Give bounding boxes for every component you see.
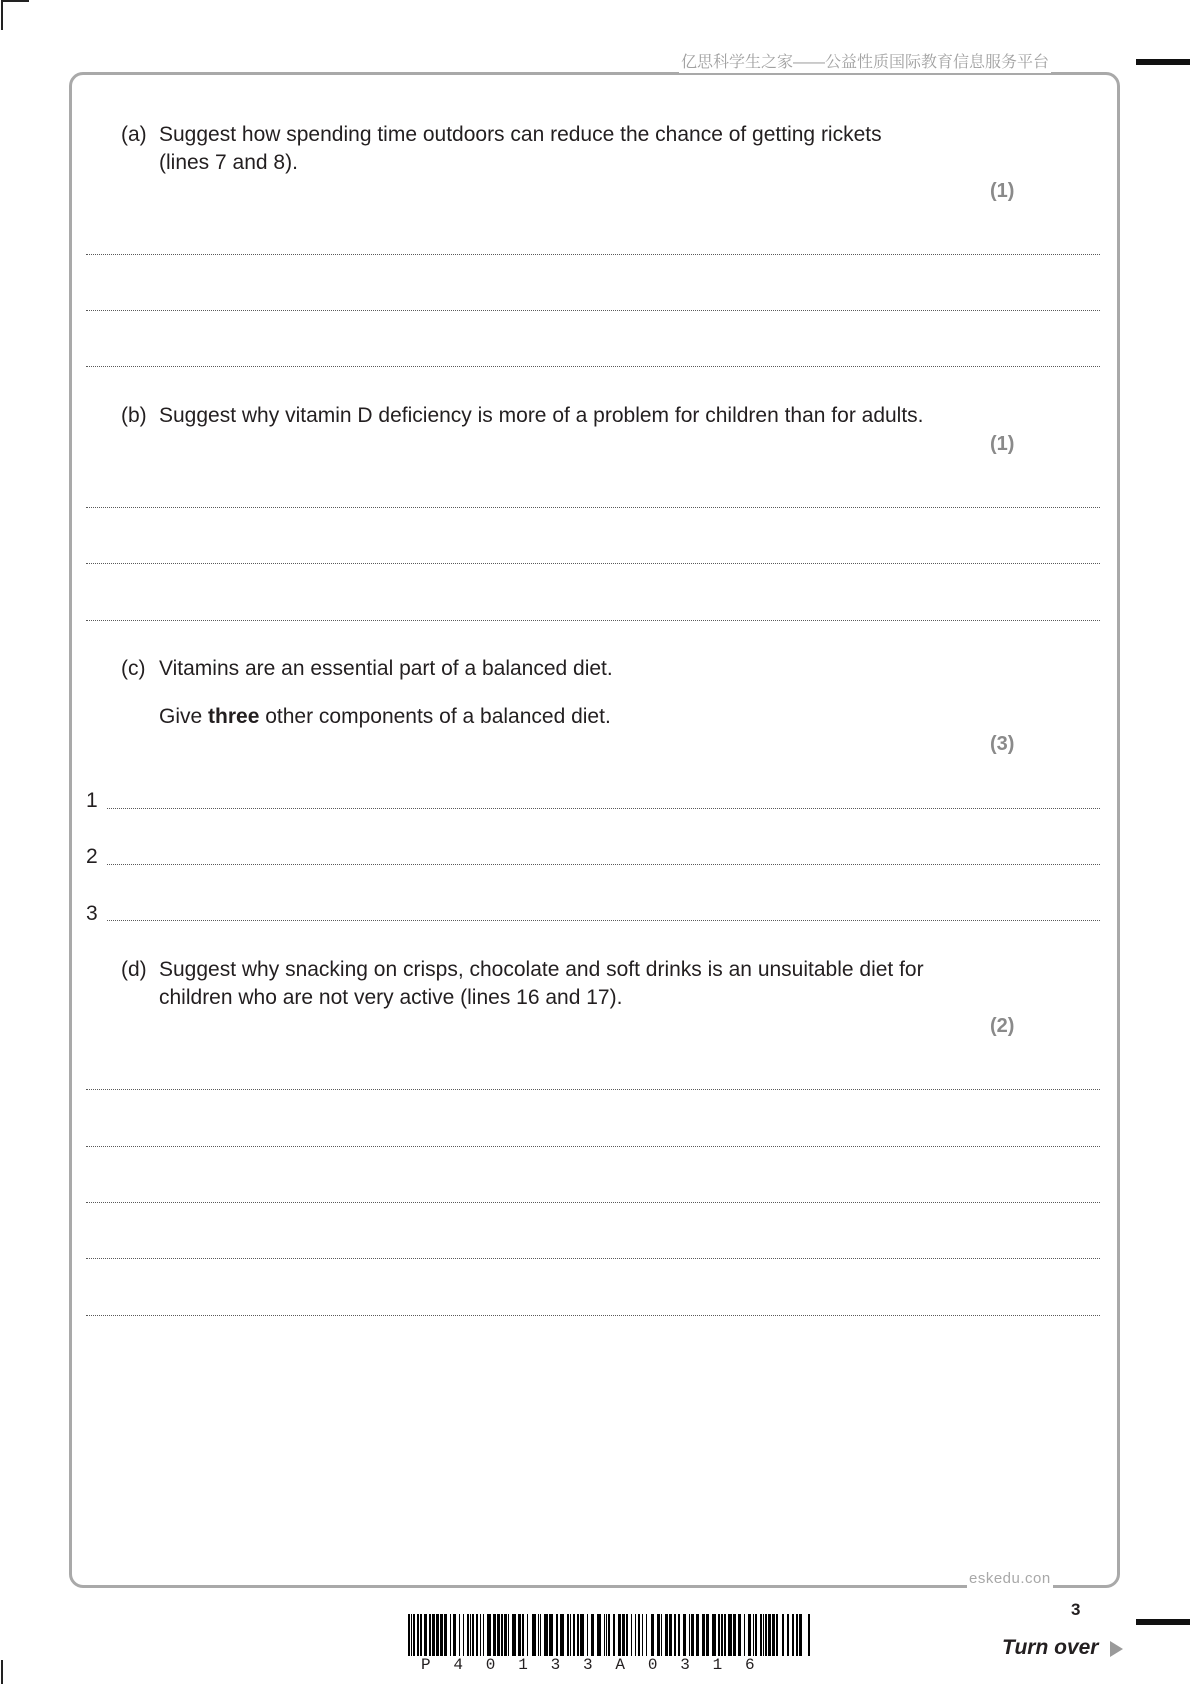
barcode-bar <box>420 1614 422 1656</box>
question-a-line2: (lines 7 and 8). <box>159 151 298 174</box>
barcode-bar <box>577 1614 579 1656</box>
barcode-bar <box>657 1614 660 1656</box>
question-a-line1: Suggest how spending time outdoors can reduce the chance of getting rickets <box>159 123 882 146</box>
top-left-corner-mark-horizontal <box>1 0 29 2</box>
answer-line <box>86 563 1100 564</box>
answer-line <box>86 1315 1100 1316</box>
numbered-answer-line <box>107 920 1100 921</box>
turn-over-arrow-icon <box>1110 1641 1123 1657</box>
barcode-bar <box>635 1614 636 1656</box>
question-b-label: (b) <box>121 404 147 427</box>
barcode-bar <box>504 1614 507 1656</box>
barcode-bar <box>540 1614 541 1656</box>
barcode-bar <box>556 1614 558 1656</box>
barcode-bar <box>646 1614 647 1656</box>
barcode-bar <box>772 1614 775 1656</box>
barcode-bar <box>606 1614 607 1656</box>
barcode-bar <box>440 1614 443 1656</box>
barcode-bar <box>738 1614 741 1656</box>
question-c-line2-after: other components of a balanced diet. <box>259 705 611 728</box>
question-b-line1: Suggest why vitamin D deficiency is more of a problem for children than for adults. <box>159 404 924 427</box>
barcode-bar <box>508 1614 509 1656</box>
answer-line <box>86 254 1100 255</box>
barcode-bar <box>696 1614 699 1656</box>
barcode-bar <box>567 1614 569 1656</box>
barcode-bar <box>470 1614 471 1656</box>
barcode-bar <box>608 1614 610 1656</box>
answer-line <box>86 366 1100 367</box>
question-d-label: (d) <box>121 958 147 981</box>
barcode-bar <box>712 1614 716 1656</box>
answer-number-3: 3 <box>86 902 98 925</box>
barcode-bar <box>724 1614 726 1656</box>
barcode-bar <box>618 1614 621 1656</box>
barcode-bar <box>669 1614 672 1656</box>
answer-line <box>86 507 1100 508</box>
answer-number-2: 2 <box>86 845 98 868</box>
barcode-bar <box>744 1614 745 1656</box>
barcode-bar <box>538 1614 539 1656</box>
question-b-marks: (1) <box>990 433 1015 455</box>
question-a-label: (a) <box>121 123 147 146</box>
barcode-bar <box>808 1614 810 1656</box>
barcode-bar <box>689 1614 690 1656</box>
bottom-left-corner-mark <box>1 1660 3 1684</box>
barcode-bar <box>776 1614 778 1656</box>
barcode-bar <box>408 1614 410 1656</box>
barcode-bar <box>622 1614 625 1656</box>
barcode-bar <box>587 1614 588 1656</box>
answer-frame <box>69 72 1120 1588</box>
barcode-bar <box>718 1614 720 1656</box>
barcode-bar <box>706 1614 709 1656</box>
barcode-bar <box>753 1614 754 1656</box>
barcode-bar <box>417 1614 419 1656</box>
barcode-bar <box>560 1614 564 1656</box>
question-c-marks: (3) <box>990 733 1015 755</box>
barcode-bar <box>532 1614 536 1656</box>
barcode-bar <box>613 1614 615 1656</box>
barcode-bar <box>796 1614 798 1656</box>
barcode-bar <box>626 1614 628 1656</box>
answer-line <box>86 1146 1100 1147</box>
answer-line <box>86 310 1100 311</box>
question-a-marks: (1) <box>990 180 1015 202</box>
barcode-bar <box>799 1614 802 1656</box>
question-c-line1: Vitamins are an essential part of a balanced diet. <box>159 657 613 680</box>
barcode-bar <box>728 1614 732 1656</box>
barcode-bar <box>702 1614 705 1656</box>
barcode-bar <box>674 1614 676 1656</box>
barcode <box>408 1614 812 1656</box>
barcode-bar <box>467 1614 469 1656</box>
barcode-bar <box>453 1614 456 1656</box>
barcode-bar <box>483 1614 484 1656</box>
answer-line <box>86 1089 1100 1090</box>
barcode-bar <box>651 1614 654 1656</box>
barcode-bar <box>765 1614 767 1656</box>
numbered-answer-line <box>107 808 1100 809</box>
barcode-bar <box>549 1614 553 1656</box>
barcode-bar <box>661 1614 662 1656</box>
barcode-bar <box>631 1614 632 1656</box>
barcode-bar <box>597 1614 601 1656</box>
question-d-line2: children who are not very active (lines 16 and 17). <box>159 986 623 1009</box>
answer-line <box>86 620 1100 621</box>
barcode-bar <box>683 1614 686 1656</box>
barcode-bar <box>518 1614 521 1656</box>
answer-line <box>86 1258 1100 1259</box>
barcode-bar <box>760 1614 762 1656</box>
barcode-bar <box>755 1614 757 1656</box>
barcode-bar <box>472 1614 474 1656</box>
question-d-marks: (2) <box>990 1015 1015 1037</box>
question-c-line2-emphasis: three <box>208 705 260 728</box>
barcode-bar <box>424 1614 427 1656</box>
barcode-bar <box>570 1614 571 1656</box>
barcode-bar <box>763 1614 764 1656</box>
question-c-line2-before: Give <box>159 705 209 728</box>
barcode-bar <box>444 1614 447 1656</box>
barcode-bar <box>768 1614 771 1656</box>
barcode-bar <box>787 1614 789 1656</box>
barcode-bar <box>432 1614 435 1656</box>
answer-line <box>86 1202 1100 1203</box>
question-d-line1: Suggest why snacking on crisps, chocolate and soft drinks is an unsuitable diet for <box>159 958 924 981</box>
barcode-bar <box>792 1614 794 1656</box>
barcode-bar <box>591 1614 594 1656</box>
barcode-bar <box>638 1614 640 1656</box>
barcode-bar <box>522 1614 524 1656</box>
barcode-bar <box>544 1614 548 1656</box>
barcode-bar <box>665 1614 668 1656</box>
top-right-edge-bar <box>1136 59 1190 65</box>
barcode-bar <box>678 1614 680 1656</box>
barcode-bar <box>604 1614 605 1656</box>
barcode-bar <box>782 1614 784 1656</box>
barcode-bar <box>480 1614 481 1656</box>
barcode-bar <box>487 1614 491 1656</box>
barcode-bar <box>463 1614 464 1656</box>
barcode-bar <box>512 1614 516 1656</box>
answer-number-1: 1 <box>86 789 98 812</box>
barcode-bar <box>748 1614 751 1656</box>
barcode-bar <box>459 1614 460 1656</box>
barcode-bar <box>733 1614 736 1656</box>
barcode-bar <box>691 1614 694 1656</box>
question-c-line2 <box>159 705 611 729</box>
barcode-bar <box>411 1614 412 1656</box>
barcode-bar <box>527 1614 528 1656</box>
header-watermark: 亿思科学生之家——公益性质国际教育信息服务平台 <box>681 54 1050 71</box>
barcode-bar <box>721 1614 723 1656</box>
turn-over-label: Turn over <box>1002 1636 1099 1659</box>
barcode-bar <box>476 1614 478 1656</box>
barcode-bar <box>580 1614 584 1656</box>
barcode-bar <box>450 1614 451 1656</box>
barcode-bar <box>501 1614 503 1656</box>
barcode-bar <box>497 1614 500 1656</box>
footer-watermark: eskedu.con <box>969 1570 1051 1587</box>
question-c-label: (c) <box>121 657 146 680</box>
barcode-bar <box>436 1614 439 1656</box>
barcode-bar <box>413 1614 415 1656</box>
barcode-bar <box>573 1614 575 1656</box>
bottom-right-edge-bar <box>1136 1619 1190 1625</box>
top-left-corner-mark-vertical <box>1 0 3 30</box>
barcode-text: P 4 0 1 3 3 A 0 3 1 6 <box>421 1656 762 1674</box>
barcode-bar <box>429 1614 431 1656</box>
barcode-bar <box>642 1614 643 1656</box>
barcode-bar <box>493 1614 496 1656</box>
numbered-answer-line <box>107 864 1100 865</box>
page-number: 3 <box>1071 1600 1081 1619</box>
